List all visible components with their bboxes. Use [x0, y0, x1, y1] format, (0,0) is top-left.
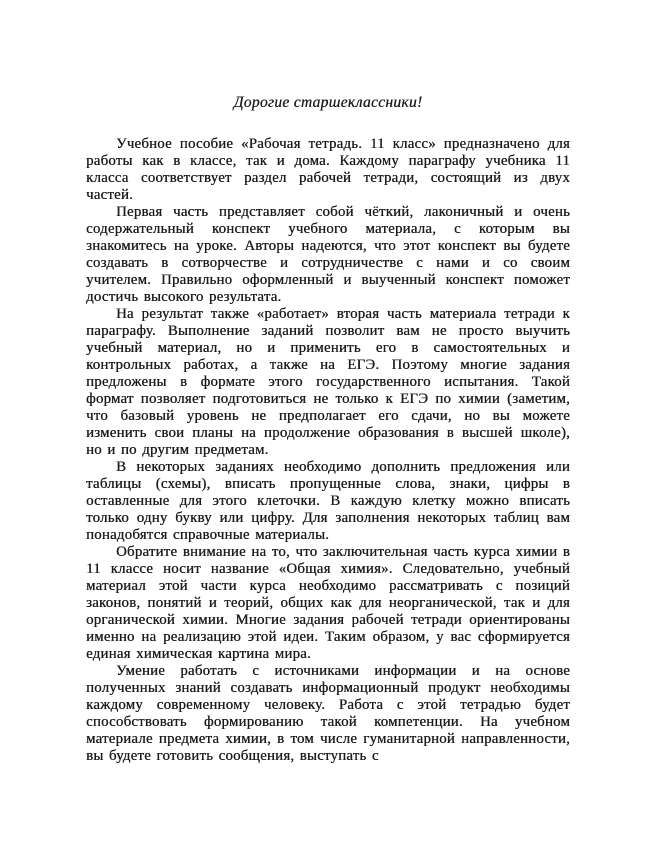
paragraph-tasks-cells: В некоторых заданиях необходимо дополнить предложения или таблицы (схемы), вписать пропущенные слова, знаки, цифры в оставленные для этого клеточки. В каждую клетку можно вписать только одну букву или цифру. Для заполнения некоторых таблиц вам понадобятся справочные материалы.: [86, 459, 570, 543]
paragraph-information-skills: Умение работать с источниками информации и на основе полученных знаний создавать информационный продукт необходимы каждому современному человеку. Работа с этой тетрадью будет способствовать формированию такой компетенции. На учебном материале предмета химии, в том числе гуманитарной направленности, вы будете готовить сообщения, выступать с: [86, 663, 570, 764]
paragraph-general-chemistry: Обратите внимание на то, что заключительная часть курса химии в 11 классе носит название «Общая химия». Следовательно, учебный материал этой части курса необходимо рассматривать с позиций законов, понятий и теорий, общих как для неорганической, так и для органической химии. Многие задания рабочей тетради ориентированы именно на реализацию этой идеи. Таким образом, у вас сформируется единая химическая картина мира.: [86, 544, 570, 662]
page-heading: Дорогие старшеклассники!: [233, 94, 423, 111]
paragraph-intro: Учебное пособие «Рабочая тетрадь. 11 класс» предназначено для работы как в классе, так и дома. Каждому параграфу учебника 11 класса соответствует раздел рабочей тетради, состоящий из двух частей.: [86, 136, 570, 203]
paragraph-first-part: Первая часть представляет собой чёткий, лаконичный и очень содержательный конспект учебного материала, с которым вы знакомитесь на уроке. Авторы надеются, что этот конспект вы будете создавать в сотворчестве и сотрудничестве с нами и со своим учителем. Правильно оформленный и выученный конспект поможет достичь высокого результата.: [86, 204, 570, 305]
paragraph-second-part: На результат также «работает» вторая часть материала тетради к параграфу. Выполнение заданий позволит вам не просто выучить учебный материал, но и применить его в самостоятельных и контрольных работах, а также на ЕГЭ. Поэтому многие задания предложены в формате этого государственного испытания. Такой формат позволяет подготовиться не только к ЕГЭ по химии (заметим, что базовый уровень не предполагает его сдачи, но вы можете изменить свои планы на продолжение образования в высшей школе), но и по другим предметам.: [86, 306, 570, 458]
